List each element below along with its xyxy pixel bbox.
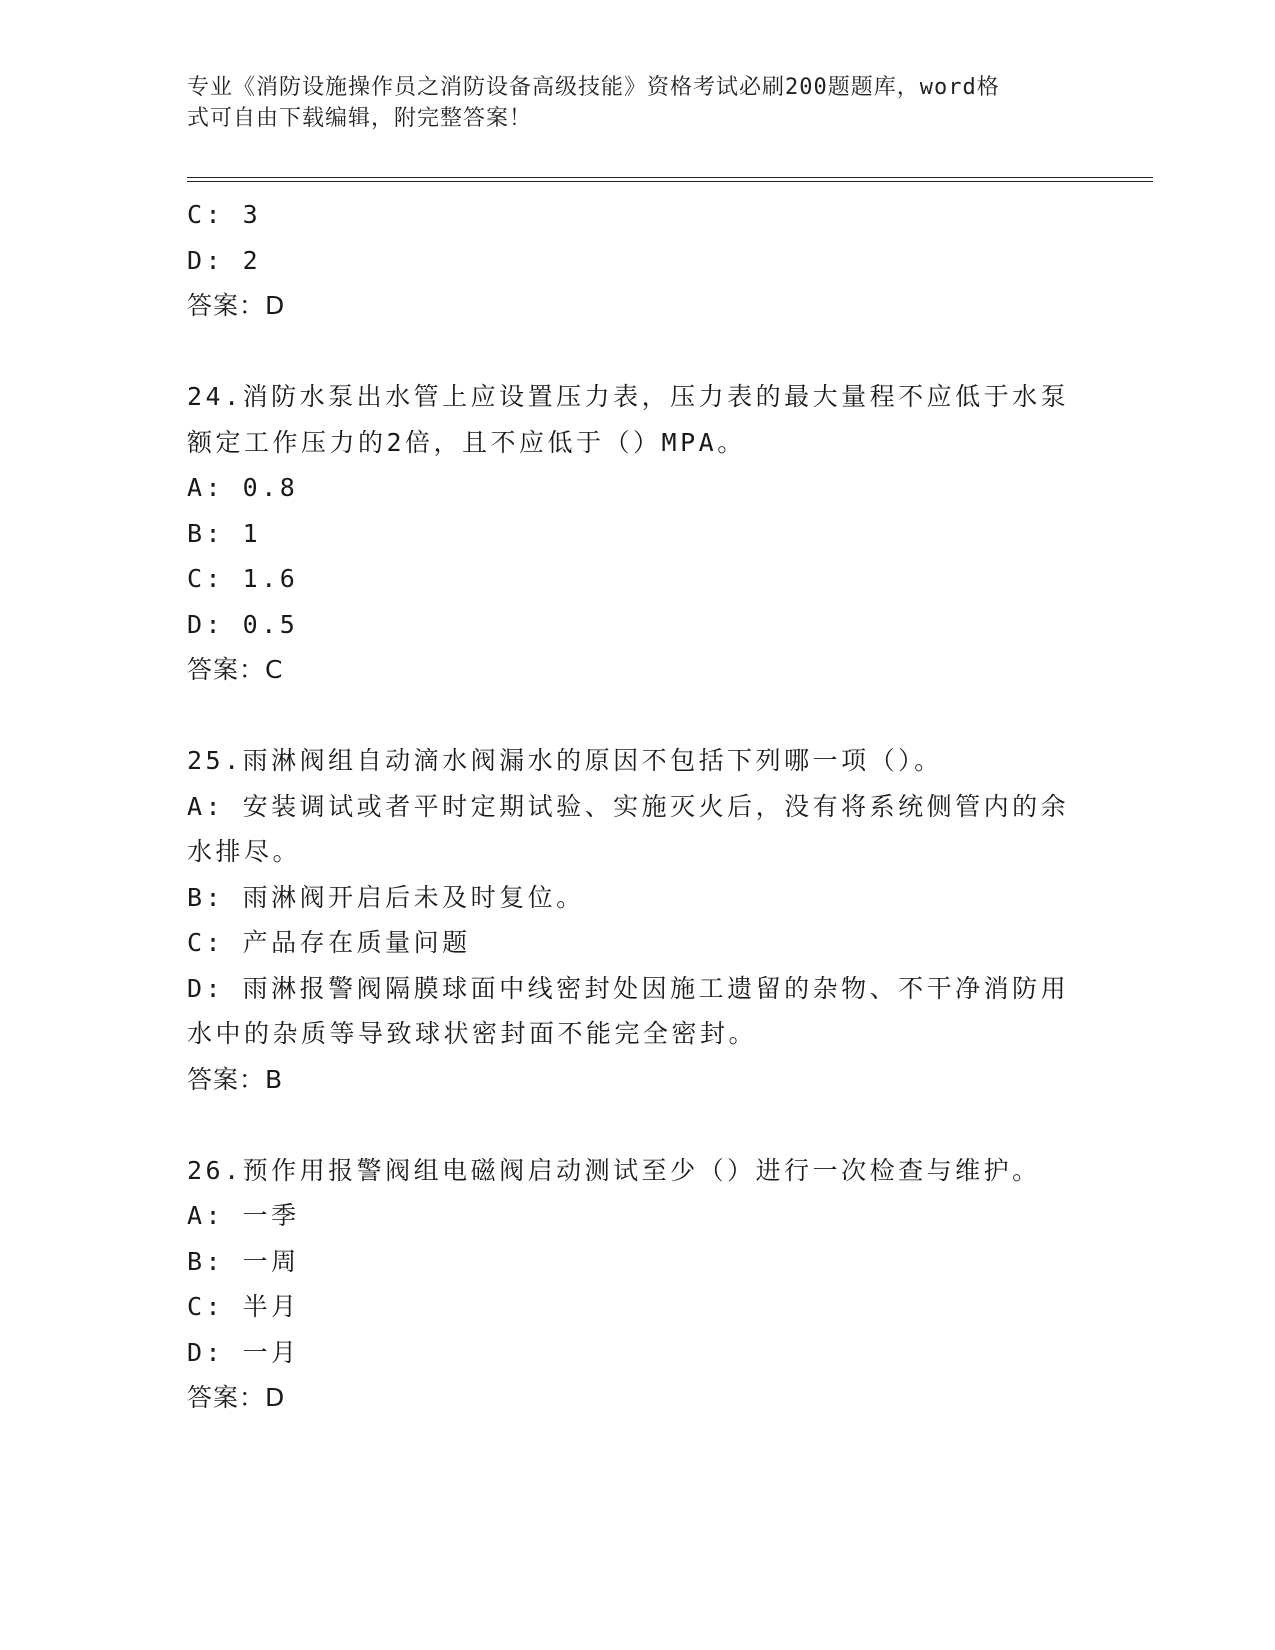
question-25: [187, 738, 1087, 1102]
option-b: B: 1: [187, 518, 262, 548]
previous-question-tail: [187, 192, 1087, 329]
option-d-continued: 水中的杂质等导致球状密封面不能完全密封。: [187, 1019, 758, 1048]
page-header: [187, 72, 1067, 134]
option-a: A: 安装调试或者平时定期试验、实施灭火后，没有将系统侧管内的余: [187, 791, 1070, 821]
option-d: D: 一月: [187, 1337, 300, 1367]
answer-line: 答案：D: [187, 291, 286, 320]
option-b: B: 一周: [187, 1246, 300, 1276]
question-stem: 24.消防水泵出水管上应设置压力表，压力表的最大量程不应低于水泵: [187, 382, 1070, 411]
option-c: C: 3: [187, 200, 262, 229]
option-c: C: 产品存在质量问题: [187, 928, 471, 957]
option-b: B: 雨淋阀开启后未及时复位。: [187, 882, 585, 912]
answer-line: 答案：D: [187, 1383, 286, 1412]
option-c: C: 1.6: [187, 564, 299, 593]
answer-line: 答案：C: [187, 655, 284, 684]
question-stem: 25.雨淋阀组自动滴水阀漏水的原因不包括下列哪一项（）。: [187, 746, 943, 775]
option-d: D: 2: [187, 245, 262, 275]
question-26: [187, 1148, 1087, 1421]
header-line-1: 专业《消防设施操作员之消防设备高级技能》资格考试必刷200题题库，word格: [187, 75, 1000, 100]
question-stem-continued: 额定工作压力的2倍，且不应低于（）MPA。: [187, 427, 746, 457]
question-stem: 26.预作用报警阀组电磁阀启动测试至少（）进行一次检查与维护。: [187, 1155, 1041, 1185]
option-d: D: 0.5: [187, 609, 299, 639]
option-a: A: 0.8: [187, 473, 299, 502]
header-line-2: 式可自由下载编辑，附完整答案！: [187, 106, 533, 131]
spacer: [187, 1102, 1087, 1148]
answer-line: 答案：B: [187, 1064, 284, 1094]
header-divider: [187, 177, 1153, 182]
document-body: [187, 192, 1087, 1421]
option-a: A: 一季: [187, 1201, 300, 1230]
question-24: [187, 374, 1087, 693]
option-d: D: 雨淋报警阀隔膜球面中线密封处因施工遗留的杂物、不干净消防用: [187, 973, 1070, 1003]
option-c: C: 半月: [187, 1292, 300, 1321]
spacer: [187, 329, 1087, 375]
option-a-continued: 水排尽。: [187, 837, 302, 866]
spacer: [187, 693, 1087, 739]
